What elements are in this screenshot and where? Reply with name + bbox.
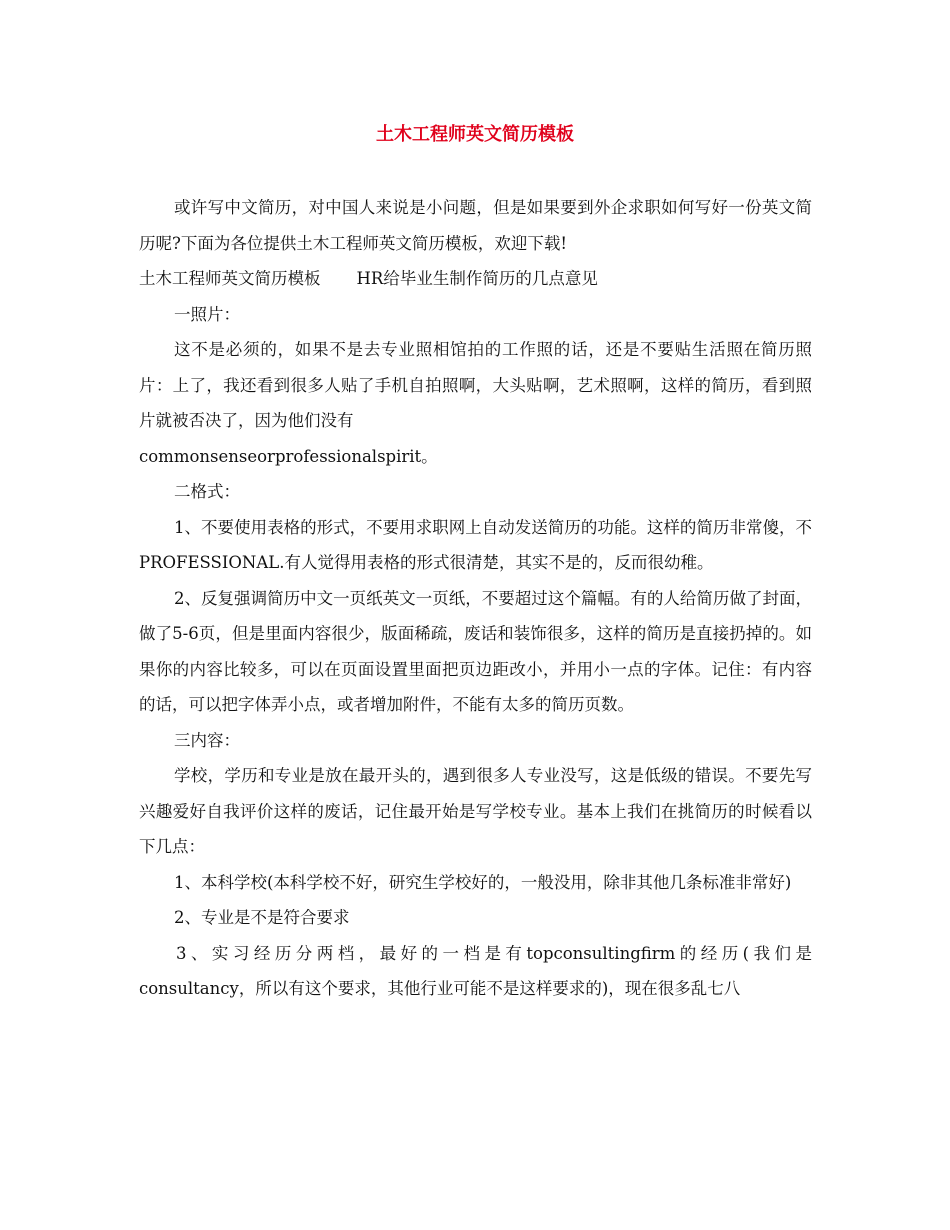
photo-paragraph-end: commonsenseorprofessionalspirit。	[139, 446, 438, 466]
content-point-3: 3、实习经历分两档，最好的一档是有topconsultingfirm的经历(我们是consultancy，所以有这个要求，其他行业可能不是这样要求的)，现在很多乱七八	[139, 943, 812, 998]
content-paragraph: 学校，学历和专业是放在最开头的，遇到很多人专业没写，这是低级的错误。不要先写兴趣爱好自我评价这样的废话，记住最开始是写学校专业。基本上我们在挑简历的时候看以下几点：	[139, 766, 812, 856]
photo-paragraph: 这不是必须的，如果不是去专业照相馆拍的工作照的话，还是不要贴生活照在简历照片：上了，我还看到很多人贴了手机自拍照啊，大头贴啊，艺术照啊，这样的简历，看到照片就被否决了，因为他们没有	[139, 340, 812, 430]
subtitle-line	[139, 261, 812, 297]
content-point-1: 1、本科学校(本科学校不好，研究生学校好的，一般没用，除非其他几条标准非常好)	[174, 872, 792, 892]
subtitle-right: HR给毕业生制作简历的几点意见	[356, 269, 598, 288]
document-body	[139, 190, 812, 1007]
document-title: 土木工程师英文简历模板	[376, 124, 574, 145]
format-point-1: 1、不要使用表格的形式，不要用求职网上自动发送简历的功能。这样的简历非常傻，不PROFESSIONAL.有人觉得用表格的形式很清楚，其实不是的，反而很幼稚。	[139, 517, 812, 572]
heading-format: 二格式：	[174, 482, 240, 501]
heading-content: 三内容：	[174, 730, 240, 750]
format-point-2: 2、反复强调简历中文一页纸英文一页纸，不要超过这个篇幅。有的人给简历做了封面，做了5-6页，但是里面内容很少，版面稀疏，废话和装饰很多，这样的简历是直接扔掉的。如果你的内容比较多，可以在页面设置里面把页边距改小，并用小一点的字体。记住：有内容的话，可以把字体弄小点，或者增加附件，不能有太多的简历页数。	[139, 588, 812, 714]
intro-paragraph: 或许写中文简历，对中国人来说是小问题，但是如果要到外企求职如何写好一份英文简历呢?下面为各位提供土木工程师英文简历模板，欢迎下载!	[139, 198, 812, 253]
content-point-2: 2、专业是不是符合要求	[174, 908, 350, 927]
subtitle-left: 土木工程师英文简历模板	[139, 269, 321, 288]
heading-photo: 一照片：	[174, 304, 240, 324]
